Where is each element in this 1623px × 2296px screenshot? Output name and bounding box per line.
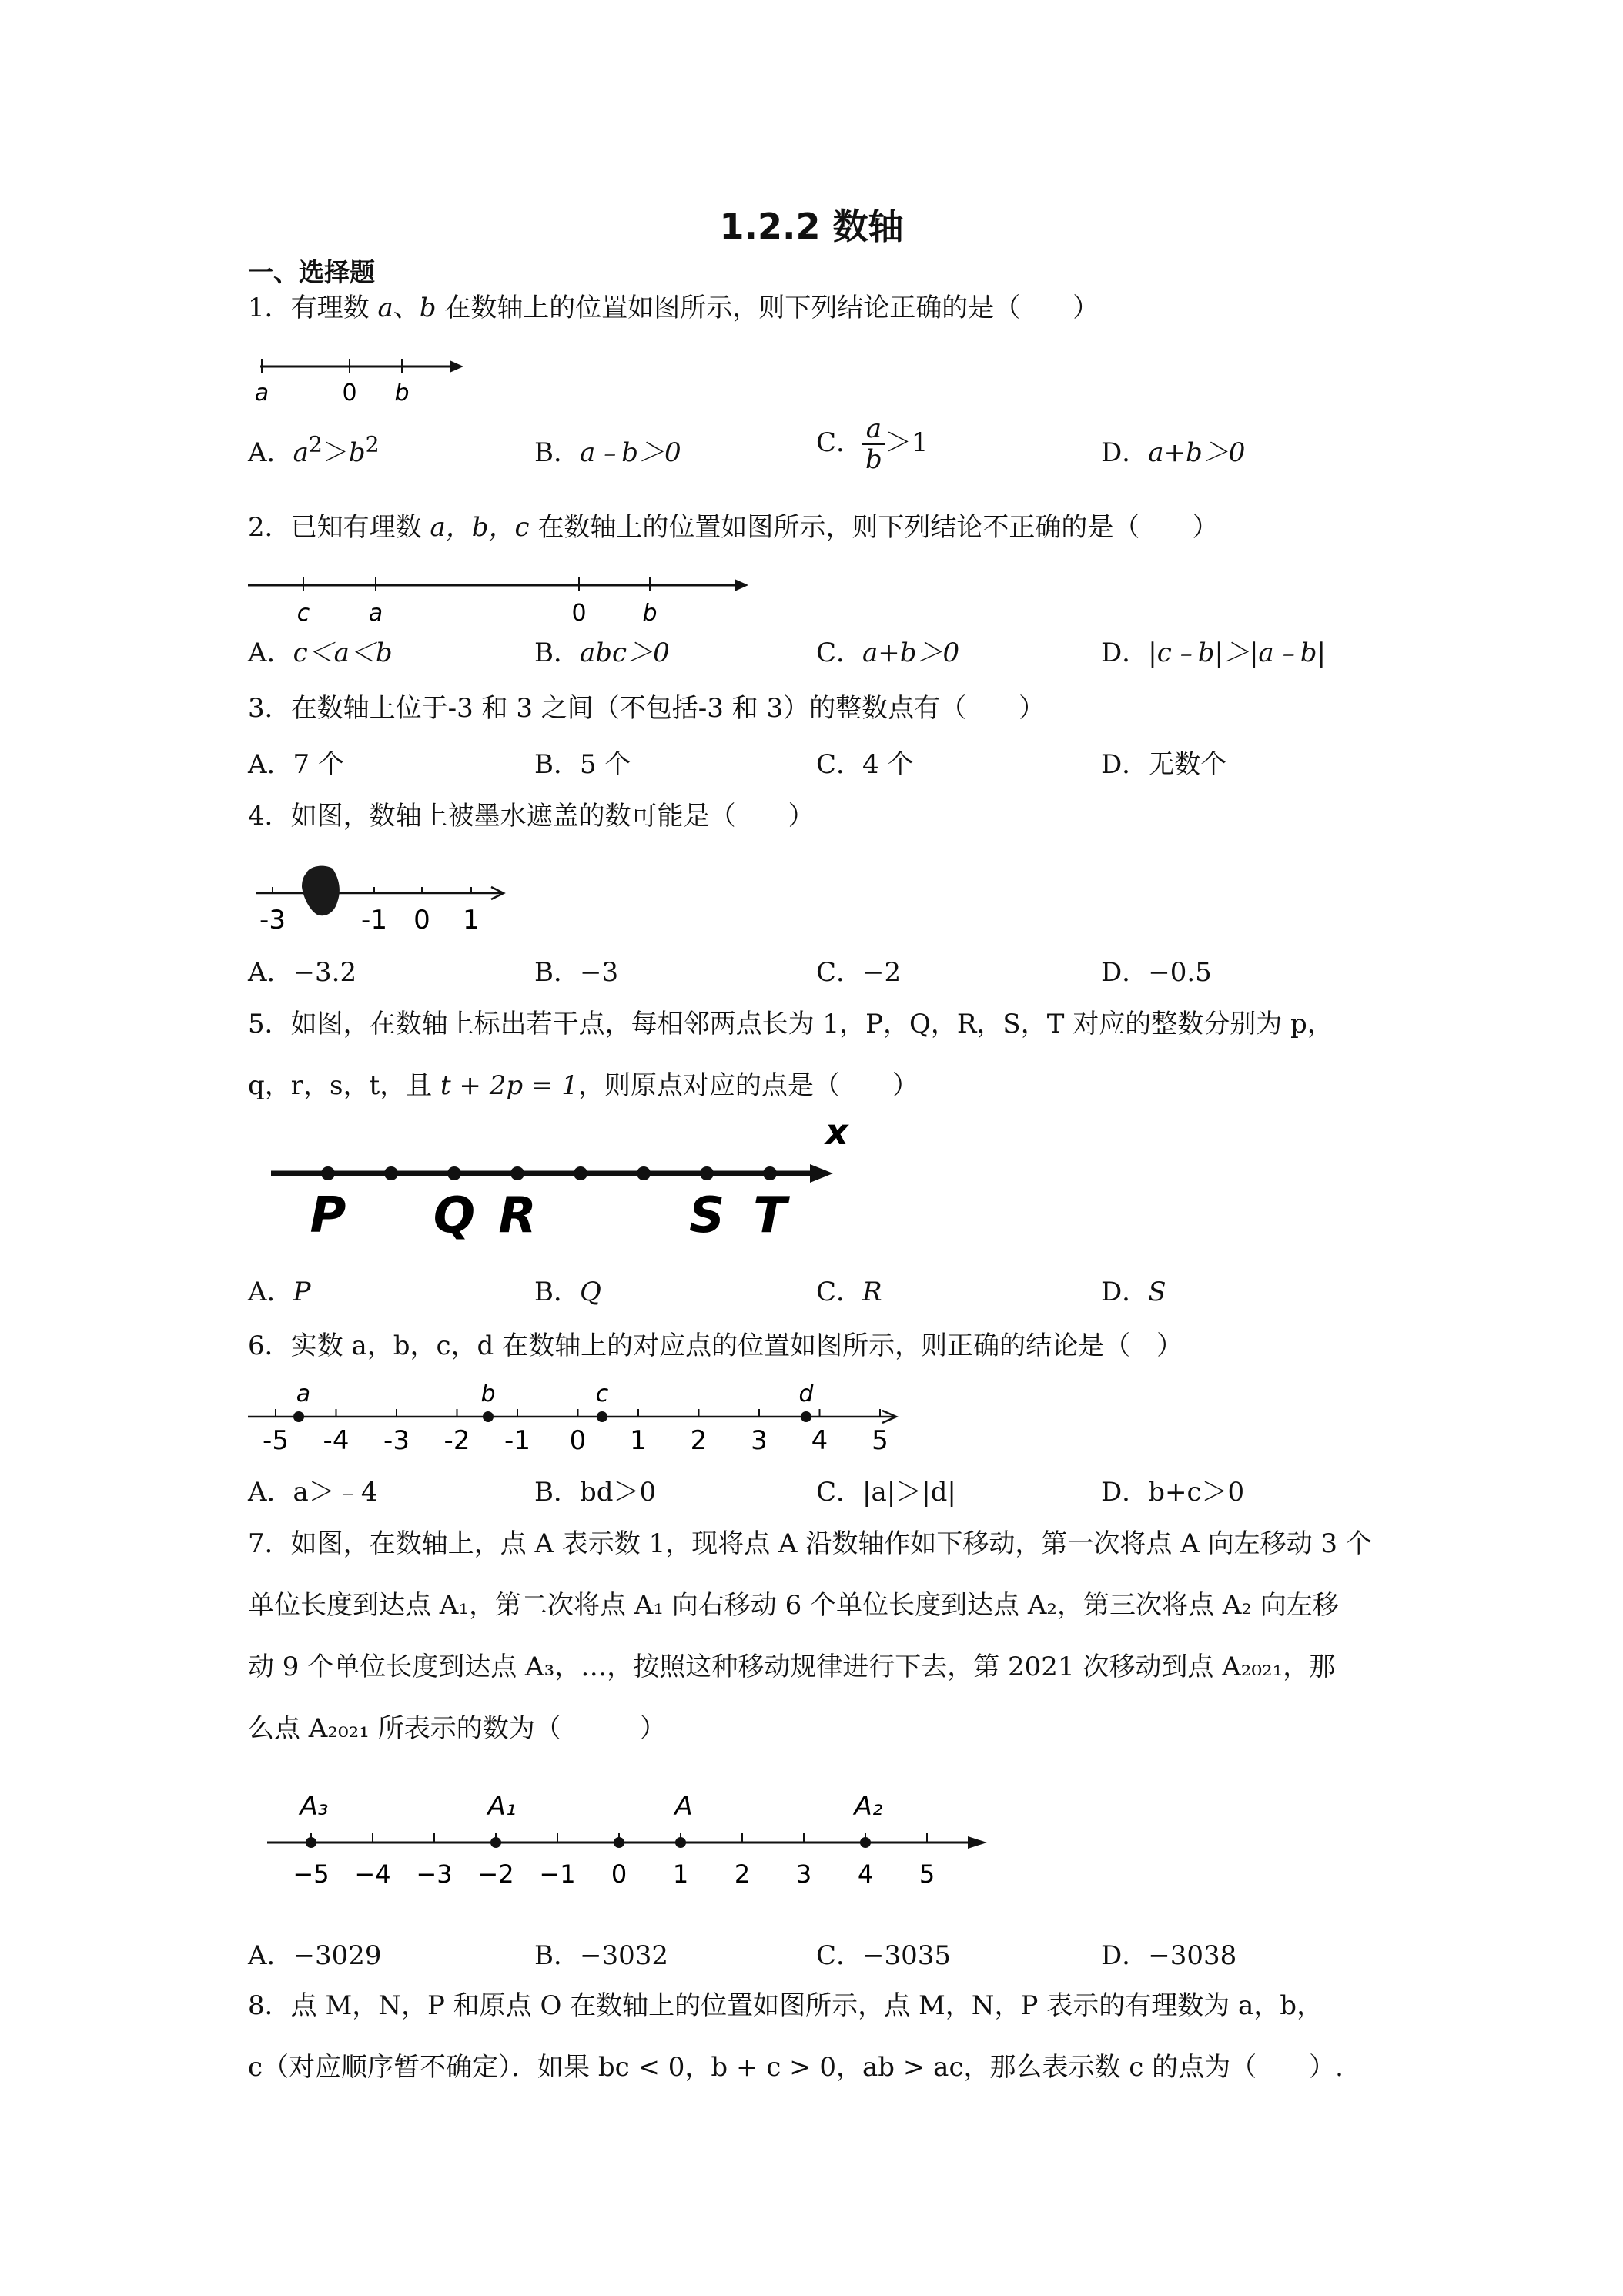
- q2-option-d[interactable]: D．|c﹣b|＞|a﹣b|: [1101, 638, 1326, 668]
- question-7-line-2: 单位长度到达点 A₁，第二次将点 A₁ 向右移动 6 个单位长度到达点 A₂，第三次将点 A₂ 向左移: [248, 1590, 1339, 1621]
- q2-number-line: [248, 562, 748, 627]
- q2-option-c[interactable]: C．a+b＞0: [816, 638, 960, 668]
- q6-tick-label: 1: [630, 1425, 647, 1456]
- q6-tick-label: 5: [872, 1425, 888, 1456]
- q3-options: [248, 743, 1480, 789]
- q1-option-b[interactable]: B．a﹣b＞0: [534, 437, 681, 468]
- q7-tick-label: −4: [354, 1859, 391, 1889]
- q4-options: [248, 951, 1480, 997]
- q7-tick-label: 3: [795, 1859, 812, 1889]
- q7-label-a3: A₃: [300, 1791, 329, 1822]
- question-5-line-1: 5．如图，在数轴上标出若干点，每相邻两点长为 1，P，Q，R，S，T 对应的整数分别为 p，: [248, 1009, 1334, 1039]
- q5-label-q: Q: [433, 1187, 476, 1244]
- q7-tick-label: 0: [611, 1859, 627, 1889]
- q7-tick-label: 2: [734, 1859, 751, 1889]
- q2-option-b[interactable]: B．abc＞0: [534, 638, 670, 668]
- ink-blot-icon: [302, 866, 340, 916]
- q5-option-d[interactable]: D．S: [1101, 1277, 1166, 1307]
- q7-label-a: A: [674, 1791, 693, 1822]
- q4-option-a[interactable]: A．−3.2: [248, 957, 357, 988]
- q7-options: [248, 1934, 1480, 1980]
- q1-label-zero: 0: [342, 380, 357, 407]
- q7-number-line: [248, 1782, 1002, 1898]
- q2-label-zero: 0: [571, 600, 587, 627]
- q6-tick-label: -2: [443, 1425, 470, 1456]
- q6-tick-label: -5: [263, 1425, 289, 1456]
- q1-options: [248, 413, 1480, 477]
- q5-axis-x: x: [825, 1111, 848, 1153]
- q5-option-b[interactable]: B．Q: [534, 1277, 601, 1307]
- q6-tick-label: 0: [569, 1425, 587, 1456]
- q1-option-a[interactable]: A．$a^2>b^2$: [248, 431, 380, 468]
- q7-option-b[interactable]: B．−3032: [534, 1940, 669, 1971]
- q6-tick-label: -3: [383, 1425, 410, 1456]
- q6-tick-label: -4: [323, 1425, 350, 1456]
- q1-label-b: b: [394, 380, 410, 407]
- q6-tick-label: 2: [690, 1425, 708, 1456]
- q6-option-c[interactable]: C．|a|＞|d|: [816, 1477, 956, 1508]
- q2-option-a[interactable]: A．c＜a＜b: [248, 638, 393, 668]
- question-3: 3．在数轴上位于-3 和 3 之间（不包括-3 和 3）的整数点有（ ）: [248, 693, 1046, 724]
- q6-tick-label: -1: [504, 1425, 530, 1456]
- q6-option-d[interactable]: D．b+c＞0: [1101, 1477, 1245, 1508]
- q4-label-minus1: -1: [361, 905, 387, 935]
- q1-number-line: [248, 346, 463, 408]
- q1-option-d[interactable]: D．a+b＞0: [1101, 437, 1246, 468]
- question-4: 4．如图，数轴上被墨水遮盖的数可能是（ ）: [248, 801, 815, 832]
- q7-tick-label: −2: [477, 1859, 514, 1889]
- q3-option-a[interactable]: A．7 个: [248, 749, 344, 780]
- q2-options: [248, 631, 1480, 678]
- q2-label-b: b: [642, 600, 658, 627]
- q6-tick-label: 3: [751, 1425, 768, 1456]
- q7-tick-label: −1: [539, 1859, 576, 1889]
- q5-label-p: P: [310, 1187, 346, 1244]
- question-1: 1．有理数 a、b 在数轴上的位置如图所示，则下列结论正确的是（ ）: [248, 293, 1099, 323]
- question-7-line-1: 7．如图，在数轴上，点 A 表示数 1，现将点 A 沿数轴作如下移动，第一次将点 A 向左移动 3 个: [248, 1528, 1372, 1559]
- q7-tick-label: 1: [672, 1859, 689, 1889]
- q6-tick-label: 4: [811, 1425, 828, 1456]
- question-6: 6．实数 a，b，c，d 在数轴上的对应点的位置如图所示，则正确的结论是（ ）: [248, 1330, 1183, 1361]
- question-7-line-3: 动 9 个单位长度到达点 A₃，…，按照这种移动规律进行下去，第 2021 次移动到点 A₂₀₂₁，那: [248, 1652, 1336, 1682]
- q5-option-a[interactable]: A．P: [248, 1277, 311, 1307]
- q6-number-line: [248, 1378, 910, 1463]
- section-heading: 一、选择题: [248, 257, 375, 287]
- q4-number-line: [248, 862, 517, 939]
- q7-option-c[interactable]: C．−3035: [816, 1940, 952, 1971]
- q7-tick-label: −5: [293, 1859, 330, 1889]
- q6-label-c: c: [595, 1381, 609, 1407]
- q2-label-a: a: [368, 600, 383, 627]
- q4-option-b[interactable]: B．−3: [534, 957, 619, 988]
- q6-option-b[interactable]: B．bd＞0: [534, 1477, 657, 1508]
- q5-number-line: [248, 1111, 848, 1255]
- q7-label-a2: A₂: [854, 1791, 883, 1822]
- q6-label-a: a: [296, 1381, 311, 1407]
- question-5-line-2: q，r，s，t，且 t + 2p = 1，则原点对应的点是（ ）: [248, 1070, 919, 1101]
- question-7-line-4: 么点 A₂₀₂₁ 所表示的数为（ ）: [248, 1713, 666, 1744]
- q2-label-c: c: [296, 600, 310, 627]
- q7-option-d[interactable]: D．−3038: [1101, 1940, 1237, 1971]
- question-8-line-2: c（对应顺序暂不确定）．如果 bc < 0，b + c > 0，ab > ac，那么表示数 c 的点为（ ）.: [248, 2052, 1344, 2083]
- q4-option-c[interactable]: C．−2: [816, 957, 902, 988]
- q7-tick-label: −3: [416, 1859, 453, 1889]
- q4-label-one: 1: [463, 905, 480, 935]
- q6-label-b: b: [480, 1381, 496, 1407]
- q6-option-a[interactable]: A．a＞﹣4: [248, 1477, 378, 1508]
- q3-option-b[interactable]: B．5 个: [534, 749, 631, 780]
- q7-option-a[interactable]: A．−3029: [248, 1940, 382, 1971]
- question-2: 2．已知有理数 a，b，c 在数轴上的位置如图所示，则下列结论不正确的是（ ）: [248, 512, 1219, 543]
- page-title: 1.2.2 数轴: [719, 206, 904, 247]
- q7-tick-label: 4: [857, 1859, 874, 1889]
- q3-option-c[interactable]: C．4 个: [816, 749, 914, 780]
- q3-option-d[interactable]: D．无数个: [1101, 749, 1227, 780]
- q5-label-s: S: [688, 1187, 725, 1244]
- q1-label-a: a: [254, 380, 269, 407]
- q1-option-c[interactable]: C． $\frac{a}{b}$ ＞1: [816, 413, 929, 475]
- q4-label-minus3: -3: [259, 905, 286, 935]
- q4-label-zero: 0: [413, 905, 430, 935]
- q5-options: [248, 1270, 1480, 1317]
- q7-tick-label: 5: [919, 1859, 935, 1889]
- q5-option-c[interactable]: C．R: [816, 1277, 882, 1307]
- q6-options: [248, 1471, 1480, 1517]
- q7-label-a1: A₁: [487, 1791, 517, 1822]
- q5-label-r: R: [498, 1187, 537, 1244]
- q4-option-d[interactable]: D．−0.5: [1101, 957, 1212, 988]
- q6-label-d: d: [798, 1381, 814, 1407]
- q5-label-t: T: [753, 1187, 787, 1244]
- question-8-line-1: 8．点 M，N，P 和原点 O 在数轴上的位置如图所示，点 M，N，P 表示的有理数为 a，b，: [248, 1990, 1323, 2021]
